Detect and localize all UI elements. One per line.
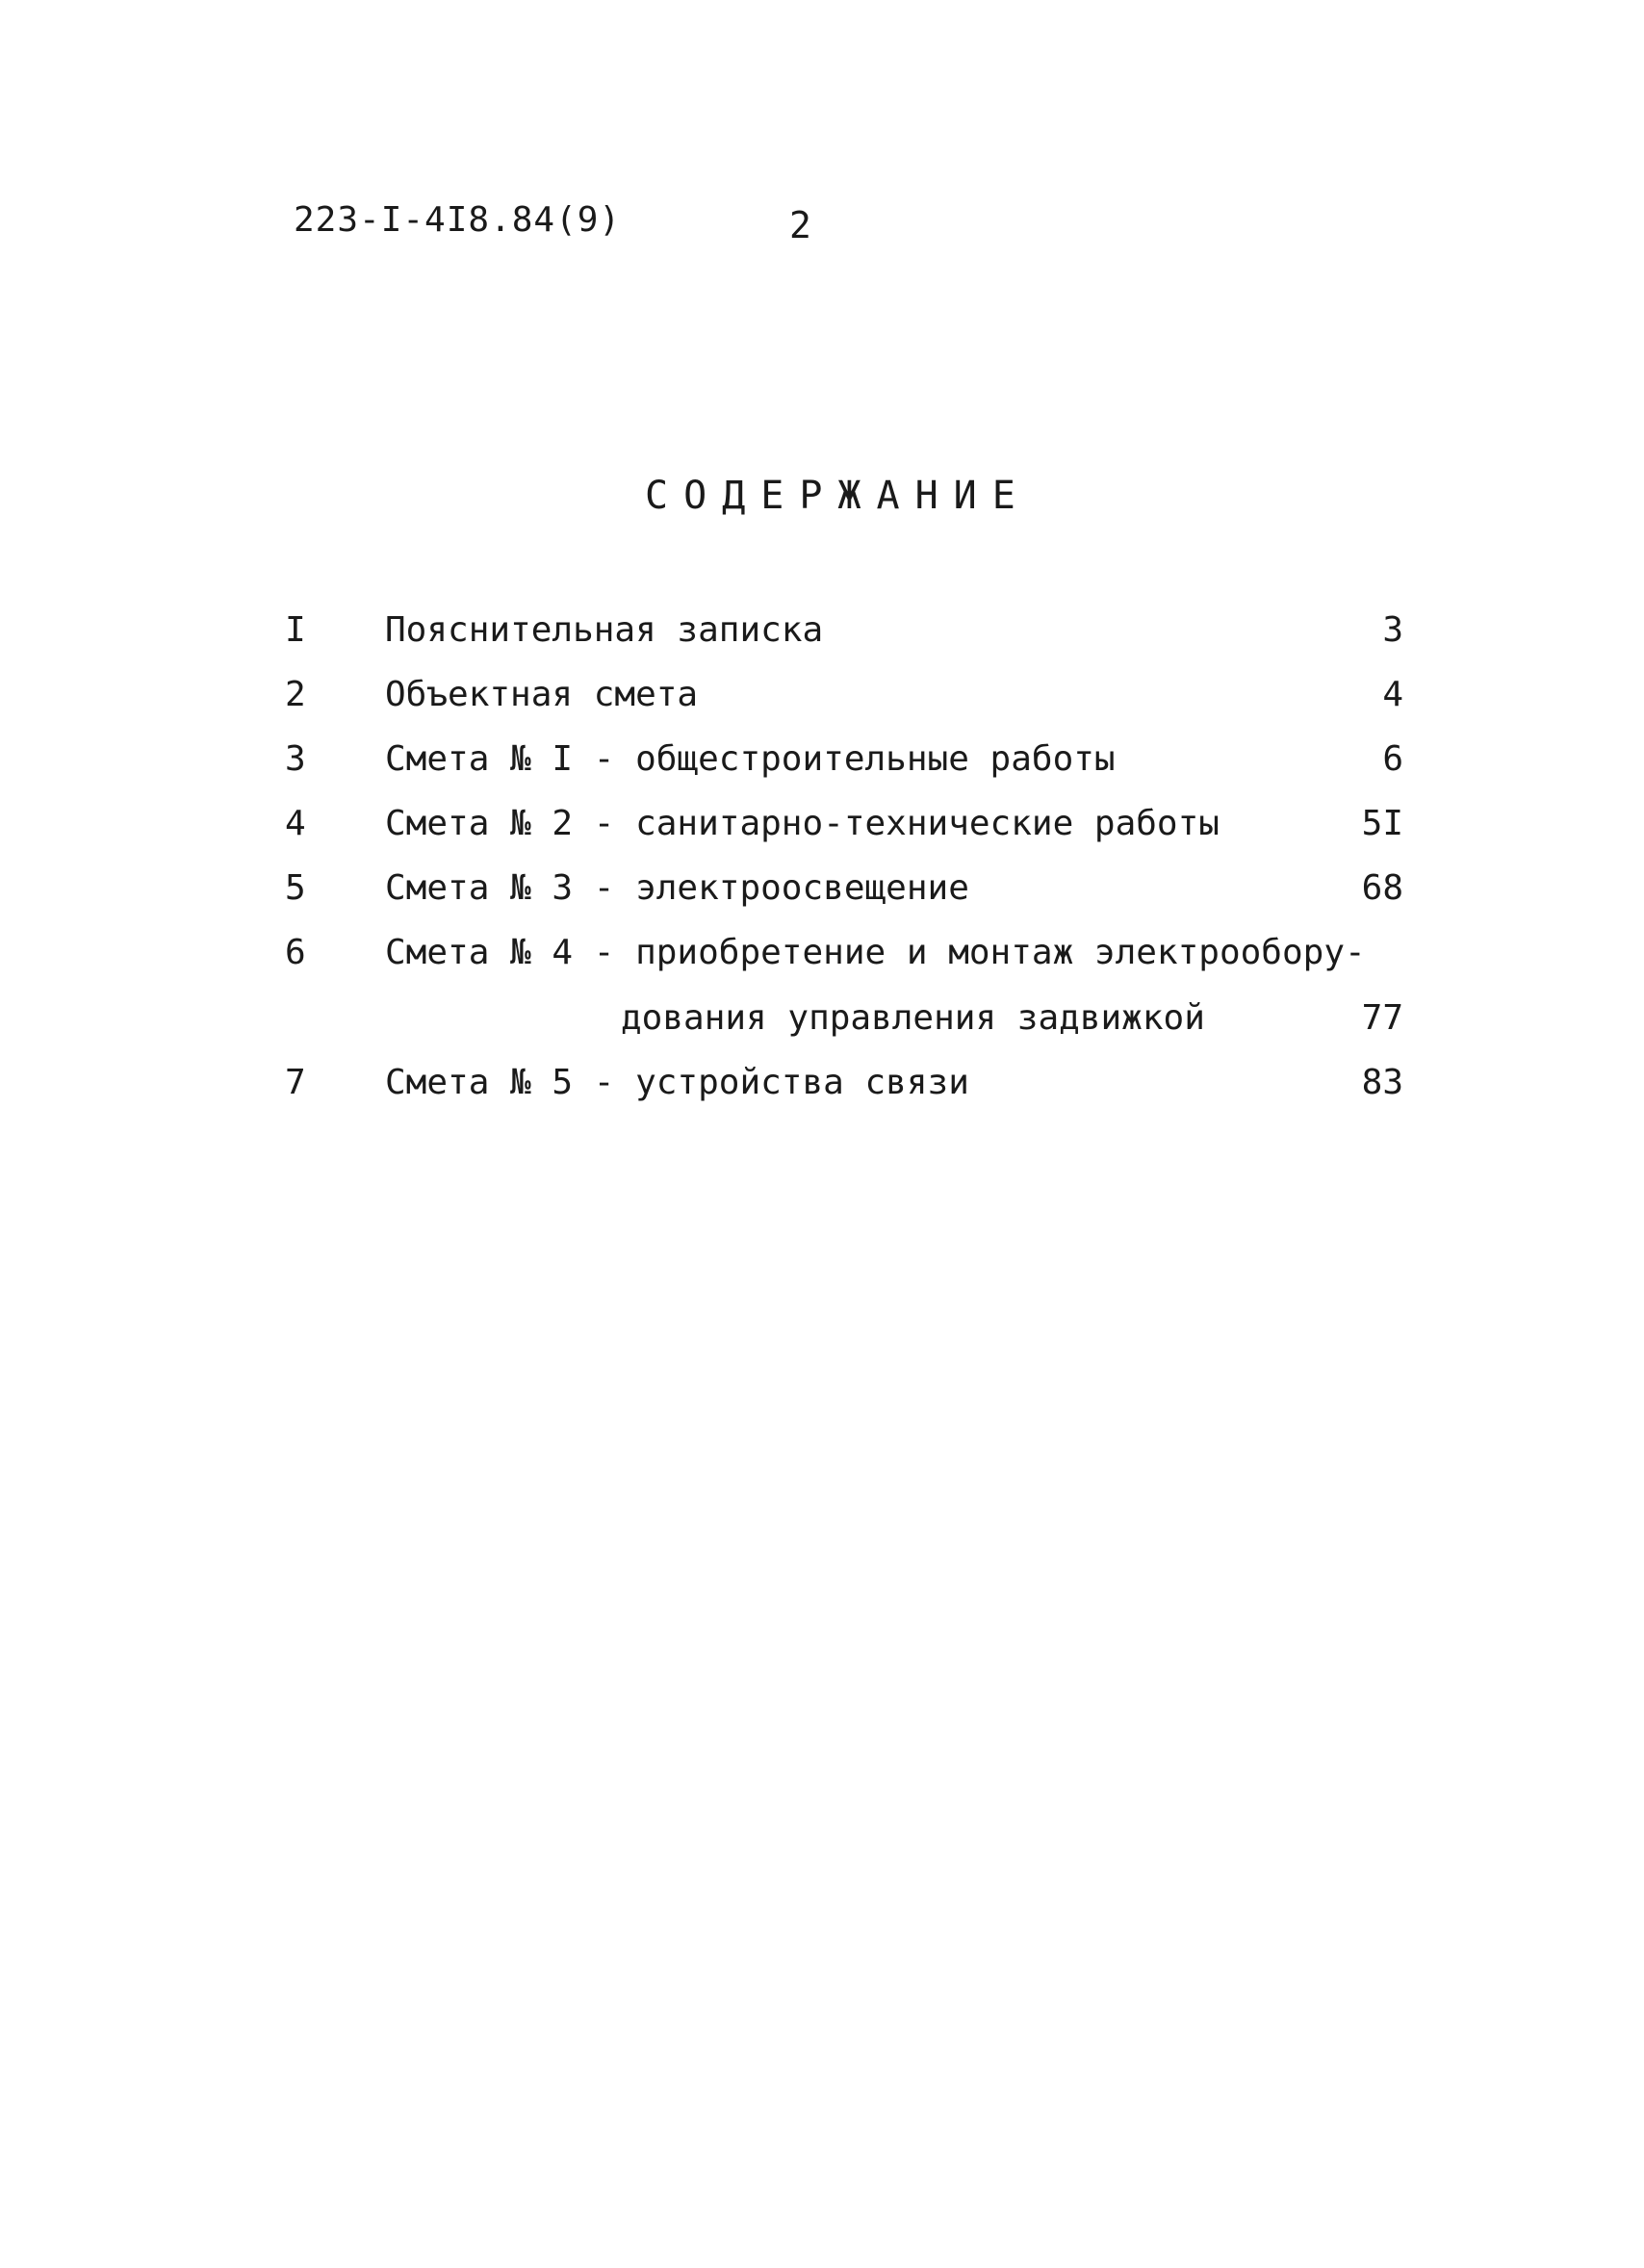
toc-title: СОДЕРЖАНИЕ [645,474,1031,518]
toc-entry-continuation [0,990,1644,1047]
toc-entry-page: 4 [1382,675,1403,714]
toc-entry-page: 3 [1382,610,1403,650]
toc-entry [0,731,1644,788]
toc-entry-number: 3 [285,739,306,779]
toc-entry [0,1054,1644,1112]
page-number: 2 [789,204,811,246]
toc-entry [0,924,1644,982]
toc-entry-page: 83 [1361,1063,1403,1102]
toc-entry [0,602,1644,659]
toc-entry-title: Смета № 3 - электроосвещение [385,868,969,908]
toc-entry-number: 5 [285,868,306,908]
toc-entry [0,795,1644,853]
toc-entry-title: Смета № 5 - устройства связи [385,1063,969,1102]
document-code: 223-I-4I8.84(9) [294,200,622,240]
toc-entry-title: Пояснительная записка [385,610,824,650]
toc-entry-number: 2 [285,675,306,714]
toc-entry-title: Смета № 2 - санитарно-технические работы [385,804,1220,843]
toc-entry-number: I [285,610,306,650]
toc-entry [0,666,1644,724]
toc-entry-number: 4 [285,804,306,843]
toc-entry-title-continuation: дования управления задвижкой [621,998,1205,1038]
toc-entry-title: Смета № I - общестроительные работы [385,739,1116,779]
toc-entry-number: 6 [285,933,306,972]
toc-entry-page: 6 [1382,739,1403,779]
toc-entry-number: 7 [285,1063,306,1102]
toc-entry-page: 68 [1361,868,1403,908]
toc-entry-title: Объектная смета [385,675,699,714]
toc-entry [0,860,1644,917]
toc-entry-title: Смета № 4 - приобретение и монтаж электрообору- [385,933,1366,972]
toc-entry-page: 77 [1361,998,1403,1038]
toc-entry-page: 5I [1361,804,1403,843]
